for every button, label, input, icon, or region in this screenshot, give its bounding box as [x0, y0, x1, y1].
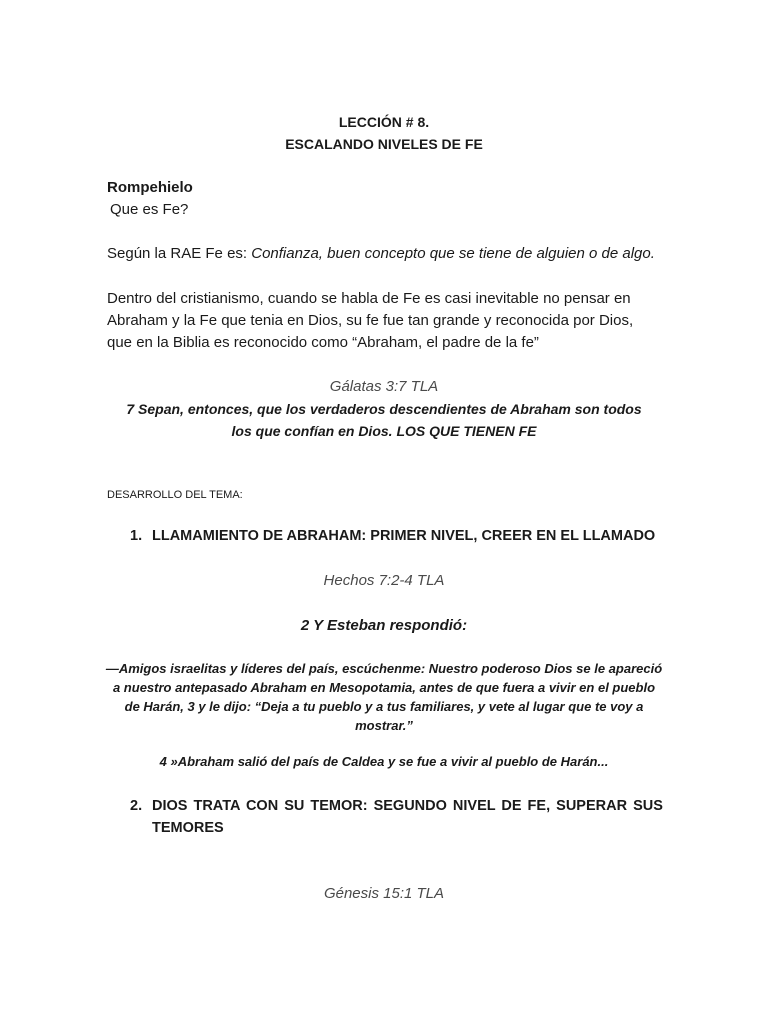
- intro-line-1: Dentro del cristianismo, cuando se habla de Fe es casi inevitable no pensar en: [107, 290, 631, 307]
- point-1-quote-line-4: mostrar.”: [355, 718, 413, 733]
- point-1-quote-line-1: —Amigos israelitas y líderes del país, escúchenme: Nuestro poderoso Dios se le apareció: [105, 661, 663, 676]
- definition-prefix: Según la RAE Fe es:: [107, 245, 252, 262]
- development-heading: DESARROLLO DEL TEMA:: [107, 489, 243, 501]
- point-1-verse-4: 4 »Abraham salió del país de Caldea y se fue a vivir al pueblo de Harán...: [159, 754, 609, 769]
- lesson-title: ESCALANDO NIVELES DE FE: [285, 136, 483, 152]
- point-1-reference: Hechos 7:2-4 TLA: [323, 572, 445, 589]
- icebreaker-heading: Rompehielo: [107, 179, 193, 196]
- lesson-number: LECCIÓN # 8.: [338, 114, 430, 130]
- definition-paragraph: [107, 243, 687, 265]
- point-1-verse-intro: 2 Y Esteban respondió:: [300, 617, 468, 634]
- icebreaker-question: Que es Fe?: [110, 201, 189, 218]
- point-2-number: 2.: [130, 798, 143, 814]
- verse-reference: Gálatas 3:7 TLA: [329, 378, 439, 395]
- point-1-quote-line-3: de Harán, 3 y le dijo: “Deja a tu pueblo y a tus familiares, y vete al lugar que te voy a: [124, 699, 644, 714]
- point-2-title-line-2: TEMORES: [152, 820, 224, 836]
- intro-line-2: Abraham y la Fe que tenia en Dios, su fe fue tan grande y reconocida por Dios,: [107, 312, 634, 329]
- point-1-title: LLAMAMIENTO DE ABRAHAM: PRIMER NIVEL, CREER EN EL LLAMADO: [152, 528, 656, 544]
- point-2-reference: Génesis 15:1 TLA: [323, 885, 445, 902]
- point-1-quote-line-2: a nuestro antepasado Abraham en Mesopotamia, antes de que fuera a vivir en el pueblo: [112, 680, 656, 695]
- definition-text: Confianza, buen concepto que se tiene de alguien o de algo.: [251, 245, 655, 262]
- verse-line-1: 7 Sepan, entonces, que los verdaderos descendientes de Abraham son todos: [126, 401, 642, 417]
- intro-line-3: que en la Biblia es reconocido como “Abraham, el padre de la fe”: [107, 334, 539, 351]
- point-1-number: 1.: [130, 528, 143, 544]
- point-2-title-line-1: DIOS TRATA CON SU TEMOR: SEGUNDO NIVEL DE FE, SUPERAR SUS: [152, 798, 663, 814]
- verse-line-2: los que confían en Dios. LOS QUE TIENEN FE: [231, 423, 537, 439]
